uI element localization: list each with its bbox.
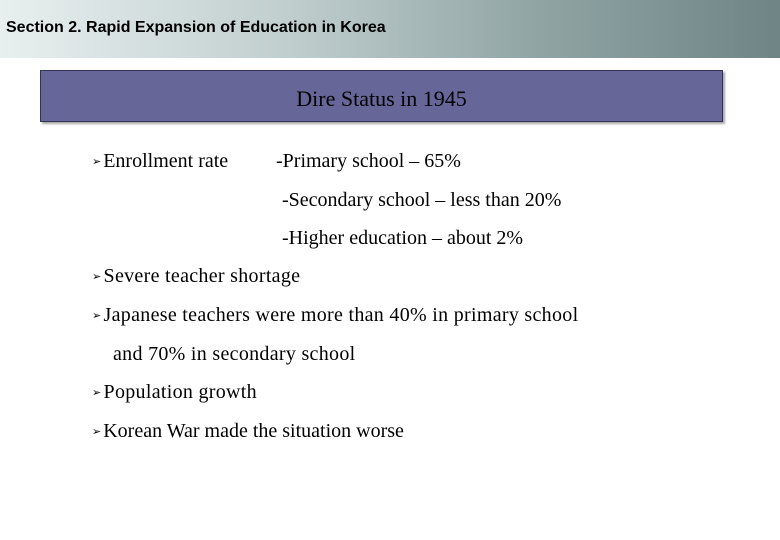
section-title: Section 2. Rapid Expansion of Education in Korea xyxy=(6,19,386,36)
enrollment-label: Enrollment rate xyxy=(103,150,229,172)
enrollment-secondary: -Secondary school – less than 20% xyxy=(282,189,562,211)
bullet-population xyxy=(92,381,257,404)
arrow-bullet-icon: ➢ xyxy=(92,155,102,168)
banner-title: Dire Status in 1945 xyxy=(296,86,467,111)
status-banner xyxy=(40,70,723,122)
bullet-enrollment xyxy=(92,150,228,173)
bullet-teacher-shortage xyxy=(92,265,300,288)
korean-war-text: Korean War made the situation worse xyxy=(103,420,404,442)
enrollment-primary: -Primary school – 65% xyxy=(276,150,461,172)
japanese-teachers-continuation: and 70% in secondary school xyxy=(113,343,356,365)
arrow-bullet-icon: ➢ xyxy=(92,425,102,438)
population-text: Population growth xyxy=(103,381,257,403)
bullet-japanese-teachers xyxy=(92,304,578,327)
teacher-shortage-text: Severe teacher shortage xyxy=(103,265,301,287)
arrow-bullet-icon: ➢ xyxy=(92,270,102,283)
arrow-bullet-icon: ➢ xyxy=(92,386,102,399)
japanese-teachers-text: Japanese teachers were more than 40% in primary school xyxy=(103,304,579,326)
bullet-korean-war xyxy=(92,420,404,443)
enrollment-higher: -Higher education – about 2% xyxy=(282,227,524,249)
arrow-bullet-icon: ➢ xyxy=(92,309,102,322)
header-bar xyxy=(0,0,780,58)
